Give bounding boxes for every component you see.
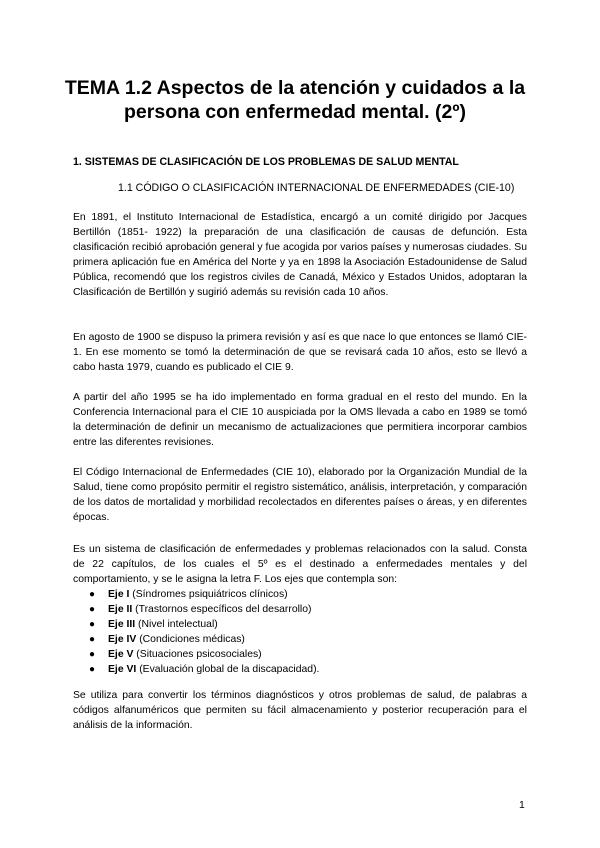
- page-title: TEMA 1.2 Aspectos de la atención y cuidados a la persona con enfermedad mental. (2º): [64, 77, 526, 123]
- bullet-icon: ●: [89, 604, 96, 615]
- page-number: 1: [519, 799, 525, 811]
- list-item: ● Eje IV (Condiciones médicas): [89, 634, 245, 645]
- paragraph-usage: Se utiliza para convertir los términos diagnósticos y otros problemas de salud, de palabras a códigos alfanuméricos que permiten su fácil almacenamiento y posterior recuperación para el análisis de la información.: [73, 690, 527, 731]
- paragraph-first-revision: En agosto de 1900 se dispuso la primera revisión y así es que nace lo que entonces se llamó CIE-1. En ese momento se tomó la determinación de que se revisará cada 10 años, esto se llevó a cabo hasta 1979, cuando es publicado el CIE 9.: [73, 332, 527, 373]
- paragraph-purpose: El Código Internacional de Enfermedades (CIE 10), elaborado por la Organización Mundial de la Salud, tiene como propósito permitir el registro sistemático, análisis, interpretación, y comparación de los datos de mortalidad y morbilidad recolectados en diferentes países o áreas, y en diferentes épocas.: [73, 467, 527, 523]
- list-item: ● Eje III (Nivel intelectual): [89, 619, 218, 630]
- axes-list: [73, 587, 527, 677]
- list-item: ● Eje II (Trastornos específicos del desarrollo): [89, 604, 312, 615]
- paragraph-structure: Es un sistema de clasificación de enfermedades y problemas relacionados con la salud. Consta de 22 capítulos, de los cuales el 5º es el destinado a enfermedades mentales y del comportamiento, y se le asigna la letra F. Los ejes que contempla son:: [73, 544, 527, 585]
- section-heading: 1. SISTEMAS DE CLASIFICACIÓN DE LOS PROBLEMAS DE SALUD MENTAL: [73, 156, 459, 168]
- list-item: ● Eje VI (Evaluación global de la discapacidad).: [89, 664, 320, 675]
- subsection-heading: 1.1 CÓDIGO O CLASIFICACIÓN INTERNACIONAL DE ENFERMEDADES (CIE-10): [118, 182, 515, 194]
- bullet-icon: ●: [89, 619, 96, 630]
- list-item: ● Eje V (Situaciones psicosociales): [89, 649, 262, 660]
- bullet-icon: ●: [89, 634, 96, 645]
- bullet-icon: ●: [89, 589, 96, 600]
- list-item: ● Eje I (Síndromes psiquiátricos clínicos): [89, 589, 288, 600]
- bullet-icon: ●: [89, 649, 96, 660]
- paragraph-implementation: A partir del año 1995 se ha ido implementado en forma gradual en el resto del mundo. En la Conferencia Internacional para el CIE 10 auspiciada por la OMS llevada a cabo en 1989 se tomó la determinación de definir un mecanismo de actualizaciones que permitiera incorporar cambios entre las diferentes revisiones.: [73, 392, 527, 448]
- paragraph-history: En 1891, el Instituto Internacional de Estadística, encargó a un comité dirigido por Jacques Bertillón (1851- 1922) la preparación de una clasificación de causas de defunción. Esta clasificación recibió aprobación general y fue acogida por varios países y numerosas ciudades. Su primera aplicación fue en América del Norte y ya en 1898 la Asociación Estadounidense de Salud Pública, recomendó que los registros civiles de Canadá, México y Estados Unidos, adoptaran la Clasificación de Bertillón y sugirió además su revisión cada 10 años.: [73, 212, 527, 298]
- bullet-icon: ●: [89, 664, 96, 675]
